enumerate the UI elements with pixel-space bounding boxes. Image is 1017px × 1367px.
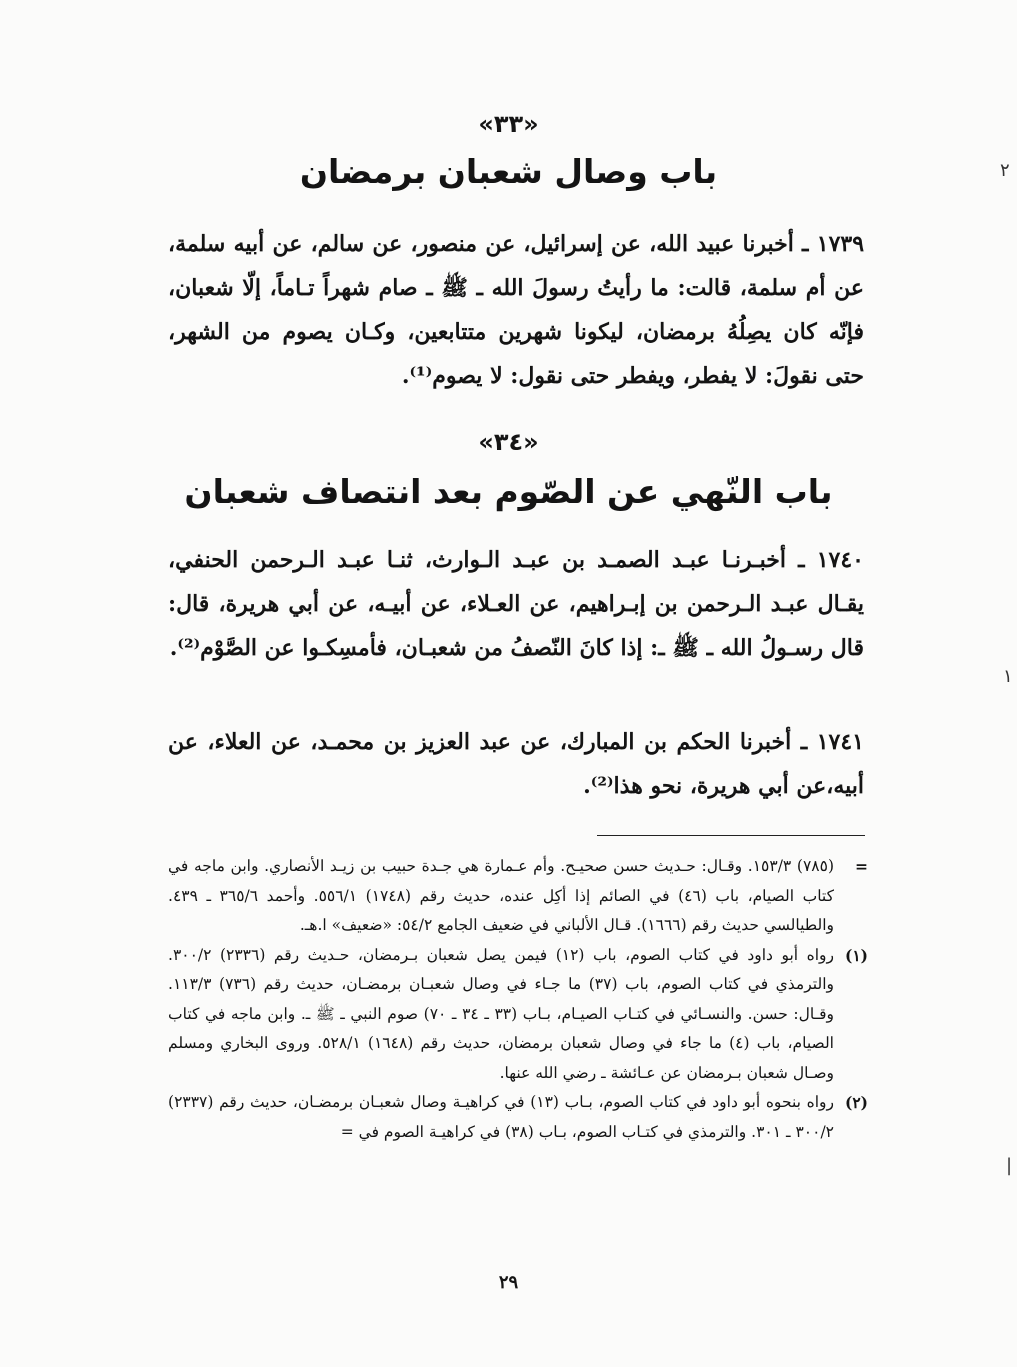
footnote-marker: (٢) (844, 1093, 868, 1112)
footnote (168, 1088, 868, 1147)
page-number: ٢٩ (498, 1272, 519, 1293)
hadith-paragraph: ١٧٤٠ ـ أخبـرنـا عبـد الصمـد بن عبـد الـوارث، ثنـا عبـد الـرحمن الحنفي، يقـال عبـد الـرحمن بن إبـراهيم، عن العـلاء، عن أبيـه، عن أبي هريرة، قال: قال رسـولُ الله ـ ﷺ ـ: إذا كانَ النّصفُ من شعبـان، فأمسِكـوا عن الصَّوْم⁽²⁾. (168, 547, 864, 661)
section-number: «٣٣» (478, 110, 539, 138)
footnote (168, 852, 868, 941)
footnotes (168, 852, 868, 1147)
margin-mark: ٢ (1000, 160, 1010, 181)
margin-mark: ١ (1003, 666, 1013, 687)
footnote-text: (٧٨٥) ١٥٣/٣. وقـال: حـديث حسن صحيـح. وأم عـمارة هي جـدة حبيب بن زيـد الأنصاري. وابن ماجه في كتاب الصيام، باب (٤٦) في الصائم إذا أكِل عنده، حديث رقم (١٧٤٨) ٥٥٦/١. وأحمد ٣٦٥/٦ ـ ٤٣٩. والطيالسي حديث رقم (١٦٦٦). قـال الألباني في ضعيف الجامع ٥٤/٢: «ضعيف» ا.هـ. (168, 857, 834, 934)
footnote-divider (597, 835, 865, 836)
hadith-paragraph: ١٧٤١ ـ أخبرنا الحكم بن المبارك، عن عبد العزيز بن محمـد، عن العلاء، عن أبيه،عن أبي هريرة، نحو هذا⁽²⁾. (168, 729, 864, 799)
footnote (168, 941, 868, 1089)
chapter-title: باب النّهي عن الصّوم بعد انتصاف شعبان (184, 472, 833, 511)
footnote-marker: = (855, 857, 868, 876)
hadith-paragraph: ١٧٣٩ ـ أخبرنا عبيد الله، عن إسرائيل، عن منصور، عن سالم، عن أبيه سلمة، عن أم سلمة، قالت: ما رأيتُ رسولَ الله ـ ﷺ ـ صام شهراً تـاماً، إلّا شعبان، فإنّه كان يصِلُهُ برمضان، ليكونا شهرين متتابعين، وكـان يصوم من الشهر، حتى نقولَ: لا يفطر، ويفطر حتى نقول: لا يصوم⁽¹⁾. (168, 231, 865, 389)
footnote-text: رواه بنحوه أبو داود في كتاب الصوم، بـاب (١٣) في كراهيـة وصال شعبـان برمضـان، حديث رقم (٢٣٣٧) ٣٠٠/٢ ـ ٣٠١. والترمذي في كتـاب الصوم، بـاب (٣٨) في كراهيـة الصوم في = (168, 1093, 835, 1141)
footnote-marker: (١) (844, 945, 868, 965)
section-number: «٣٤» (478, 428, 539, 456)
margin-mark: | (1006, 1155, 1013, 1176)
chapter-title: باب وصال شعبان برمضان (299, 152, 718, 191)
footnote-text: رواه أبو داود في كتاب الصوم، باب (١٢) فيمن يصل شعبان بـرمضان، حـديث رقم (٢٣٣٦) ٣٠٠/٢. والترمذي في كتاب الصوم، باب (٣٧) ما جـاء في وصال شعبـان برمضـان، حديث رقم (٧٣٦) ١١٣/٣. وقـال: حسن. والنسـائي في كتـاب الصيـام، بـاب (٣٣ ـ ٣٤ ـ ٧٠) صوم النبي ـ ﷺ ـ. وابن ماجه في كتاب الصيام، باب (٤) ما جاء في وصال شعبان برمضان، حديث رقم (١٦٤٨) ٥٢٨/١. وروى البخاري ومسلم وصـال شعبان بـرمضان عن عـائشة ـ رضي الله عنها. (168, 945, 835, 1082)
